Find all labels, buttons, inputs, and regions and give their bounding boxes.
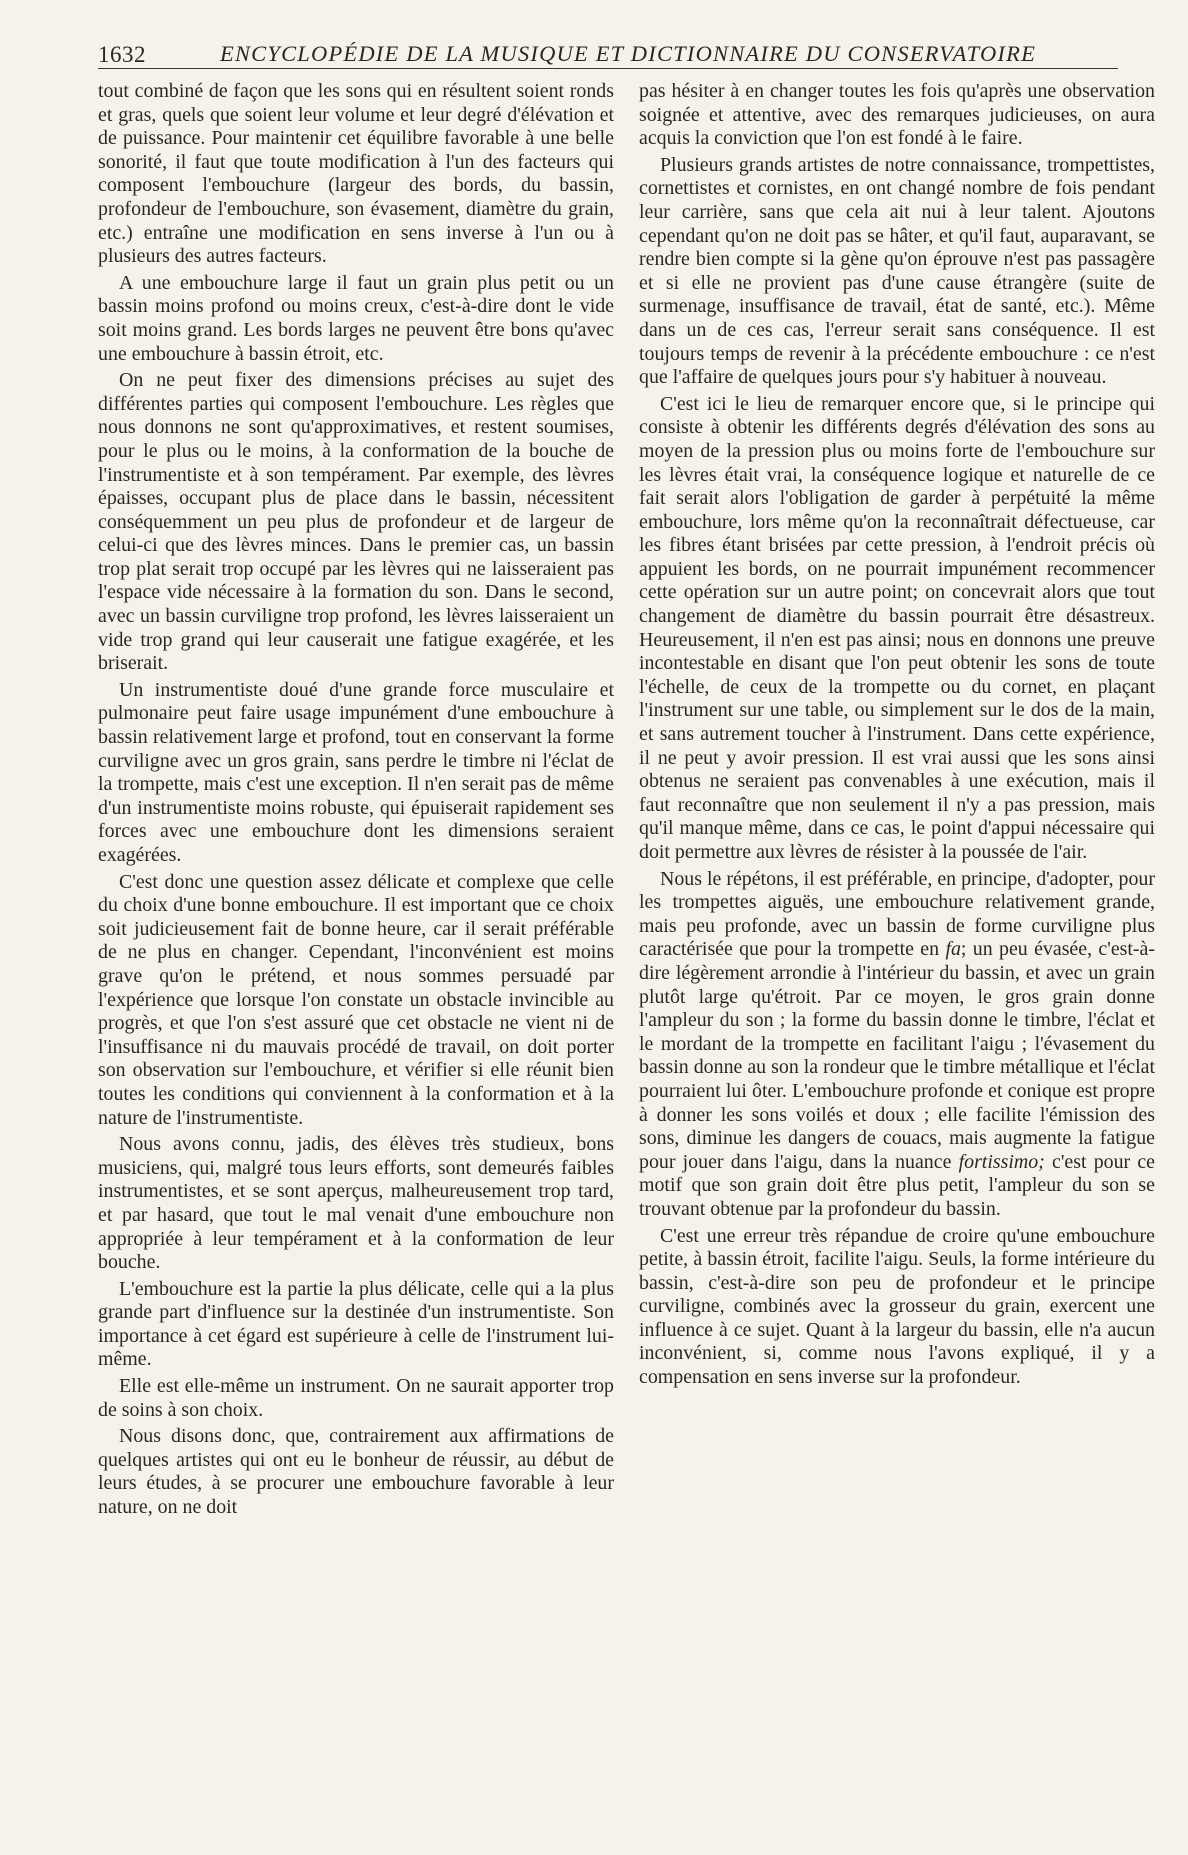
italic-text: fortissimo; [958,1150,1045,1173]
paragraph [639,868,1155,1222]
running-header [98,38,1118,69]
paragraph: A une embouchure large il faut un grain plus petit ou un bassin moins profond ou moins creux, c'est-à-dire dont le vide soit moins grand. Les bords larges ne peuvent être bons qu'avec une embouchure à bassin étroit, etc. [98,271,614,365]
paragraph: C'est donc une question assez délicate et complexe que celle du choix d'une bonne embouchure. Il est important que ce choix soit judicieusement fait de bonne heure, car il serait préférable de ne plus en changer. Cependant, l'inconvénient est moins grave qu'on le prétend, et nous sommes persuadé par l'expérience que lorsque l'on constate un obstacle invincible au progrès, et que l'on s'est assuré que cet obstacle ne vient ni de l'insuffisance ni du mauvais procédé de travail, on doit porter son observation sur l'embouchure, et vérifier si elle réunit bien toutes les conditions qui conviennent à la conformation et à la nature de l'instrumentiste. [98,870,614,1129]
paragraph: Plusieurs grands artistes de notre connaissance, trompettistes, cornettistes et cornistes, en ont changé nombre de fois pendant leur carrière, sans que cela ait nui à leur talent. Ajoutons cependant qu'on ne doit pas se hâter, et qu'il faut, auparavant, se rendre bien compte si la gène qu'on éprouve n'est pas passagère et si elle ne provient pas d'une cause étrangère (suite de surmenage, insuffisance de travail, état de santé, etc.). Même dans un de ces cas, l'erreur serait sans conséquence. Il est toujours temps de revenir à la précédente embouchure : ce n'est que l'affaire de quelques jours pour s'y habituer à nouveau. [639,153,1155,389]
paragraph: pas hésiter à en changer toutes les fois qu'après une observation soignée et attentive, avec des remarques judicieuses, on aura acquis la conviction que l'on est fondé à le faire. [639,80,1155,150]
running-title: ENCYCLOPÉDIE DE LA MUSIQUE ET DICTIONNAIRE DU CONSERVATOIRE [220,41,1037,66]
italic-text: fa [945,938,961,961]
text-run: Nous le répétons, il est préférable, en principe, d'adopter, pour les trompettes aiguës, une embouchure relativement grande, mais peu profonde, avec un bassin de forme curviligne plus caractérisée que pour la trompette en [639,867,1155,961]
paragraph: Elle est elle-même un instrument. On ne saurait apporter trop de soins à son choix. [98,1375,614,1421]
text-run: ; un peu évasée, c'est-à-dire légèrement arrondie à l'intérieur du bassin, et avec un grain plutôt large qu'étroit. Par ce moyen, le gros grain donne l'ampleur du son ; la forme du bassin donne le timbre, l'éclat et le mordant de la trompette en facilitant l'aigu ; l'évasement du bassin donne au son la rondeur que le timbre métallique et l'éclat pourraient lui ôter. L'embouchure profonde et conique est propre à donner les sons voilés et doux ; elle facilite l'émission des sons, diminue les dangers de couacs, mais augmente la fatigue pour jouer dans l'aigu, dans la nuance [639,938,1155,1173]
paragraph: Nous disons donc, que, contrairement aux affirmations de quelques artistes qui ont eu le bonheur de réussir, au début de leurs études, à se procurer une embouchure favorable à leur nature, on ne doit [98,1425,614,1519]
paragraph: C'est ici le lieu de remarquer encore que, si le principe qui consiste à obtenir les différents degrés d'élévation des sons au moyen de la pression plus ou moins forte de l'embouchure sur les lèvres était vrai, la conséquence logique et naturelle de ce fait serait alors l'obligation de garder à perpétuité la même embouchure, lors même qu'on la reconnaîtrait défectueuse, car les fibres étant brisées par cette pression, à l'endroit précis où appuient les bords, on ne pourrait impunément recommencer cette opération sur un autre point; on concevrait alors que tout changement de diamètre du bassin pourrait être désastreux. Heureusement, il n'en est pas ainsi; nous en donnons une preuve incontestable en disant que l'on peut obtenir les sons de toute l'échelle, de ceux de la trompette ou du cornet, en plaçant l'instrument sur une table, ou simplement sur le dos de la main, et sans autrement toucher à l'instrument. Dans cette expérience, il ne peut y avoir pression. Il est vrai aussi que les sons ainsi obtenus ne seraient pas convenables à une exécution, mais il faut reconnaître que non seulement il n'y a pas pression, mais qu'il manque même, dans ce cas, le point d'appui nécessaire qui doit permettre aux lèvres de résister à la poussée de l'air. [639,392,1155,863]
paragraph: Un instrumentiste doué d'une grande force musculaire et pulmonaire peut faire usage impunément d'une embouchure à bassin relativement large et profond, tout en conservant la forme curviligne avec un gros grain, sans perdre le timbre ni l'éclat de la trompette, mais c'est une exception. Il n'en serait pas de même d'un instrumentiste moins robuste, qui épuiserait rapidement ses forces avec une embouchure dont les dimensions seraient exagérées. [98,678,614,866]
paragraph: On ne peut fixer des dimensions précises au sujet des différentes parties qui composent l'embouchure. Les règles que nous donnons ne sont qu'approximatives, et restent soumises, pour le plus ou le moins, à la conformation de la bouche de l'instrumentiste et à son tempérament. Par exemple, des lèvres épaisses, occupant plus de place dans le bassin, nécessitent conséquemment un peu plus de profondeur et de largeur de celui-ci que des lèvres minces. Dans le premier cas, un bassin trop plat serait trop occupé par les lèvres qui ne laisseraient pas l'espace vide nécessaire à la formation du son. Dans le second, avec un bassin curviligne trop profond, les lèvres laisseraient un vide trop grand qui leur causerait une fatigue exagérée, et les briserait. [98,369,614,675]
paragraph: C'est une erreur très répandue de croire qu'une embouchure petite, à bassin étroit, facilite l'aigu. Seuls, la forme intérieure du bassin, c'est-à-dire son peu de profondeur et le principe curviligne, combinés avec la grosseur du grain, exercent une influence à ce sujet. Quant à la largeur du bassin, elle n'a aucun inconvénient, si, comme nous l'avons expliqué, il y a compensation en sens inverse sur la profondeur. [639,1224,1155,1389]
paragraph: Nous avons connu, jadis, des élèves très studieux, bons musiciens, qui, malgré tous leurs efforts, sont demeurés faibles instrumentistes, et se sont aperçus, malheureusement trop tard, et par hasard, que tout le mal venait d'une embouchure non appropriée à leur tempérament et à la conformation de leur bouche. [98,1133,614,1274]
right-column [639,80,1155,1820]
paragraph: L'embouchure est la partie la plus délicate, celle qui a la plus grande part d'influence sur la destinée d'un instrumentiste. Son importance à cet égard est supérieure à celle de l'instrument lui-même. [98,1277,614,1371]
paragraph: tout combiné de façon que les sons qui en résultent soient ronds et gras, quels que soient leur volume et leur degré d'élévation et de puissance. Pour maintenir cet équilibre favorable à une belle sonorité, il faut que toute modification à l'un des facteurs qui composent l'embouchure (largeur des bords, du bassin, profondeur de l'embouchure, son évasement, diamètre du grain, etc.) entraîne une modification en sens inverse à l'un ou à plusieurs des autres facteurs. [98,80,614,268]
left-column [98,80,614,1820]
text-run: c'est pour ce motif que son grain doit être plus petit, l'ampleur du son se trouvant obtenue par la profondeur du bassin. [639,1150,1155,1220]
page-number: 1632 [98,42,146,67]
